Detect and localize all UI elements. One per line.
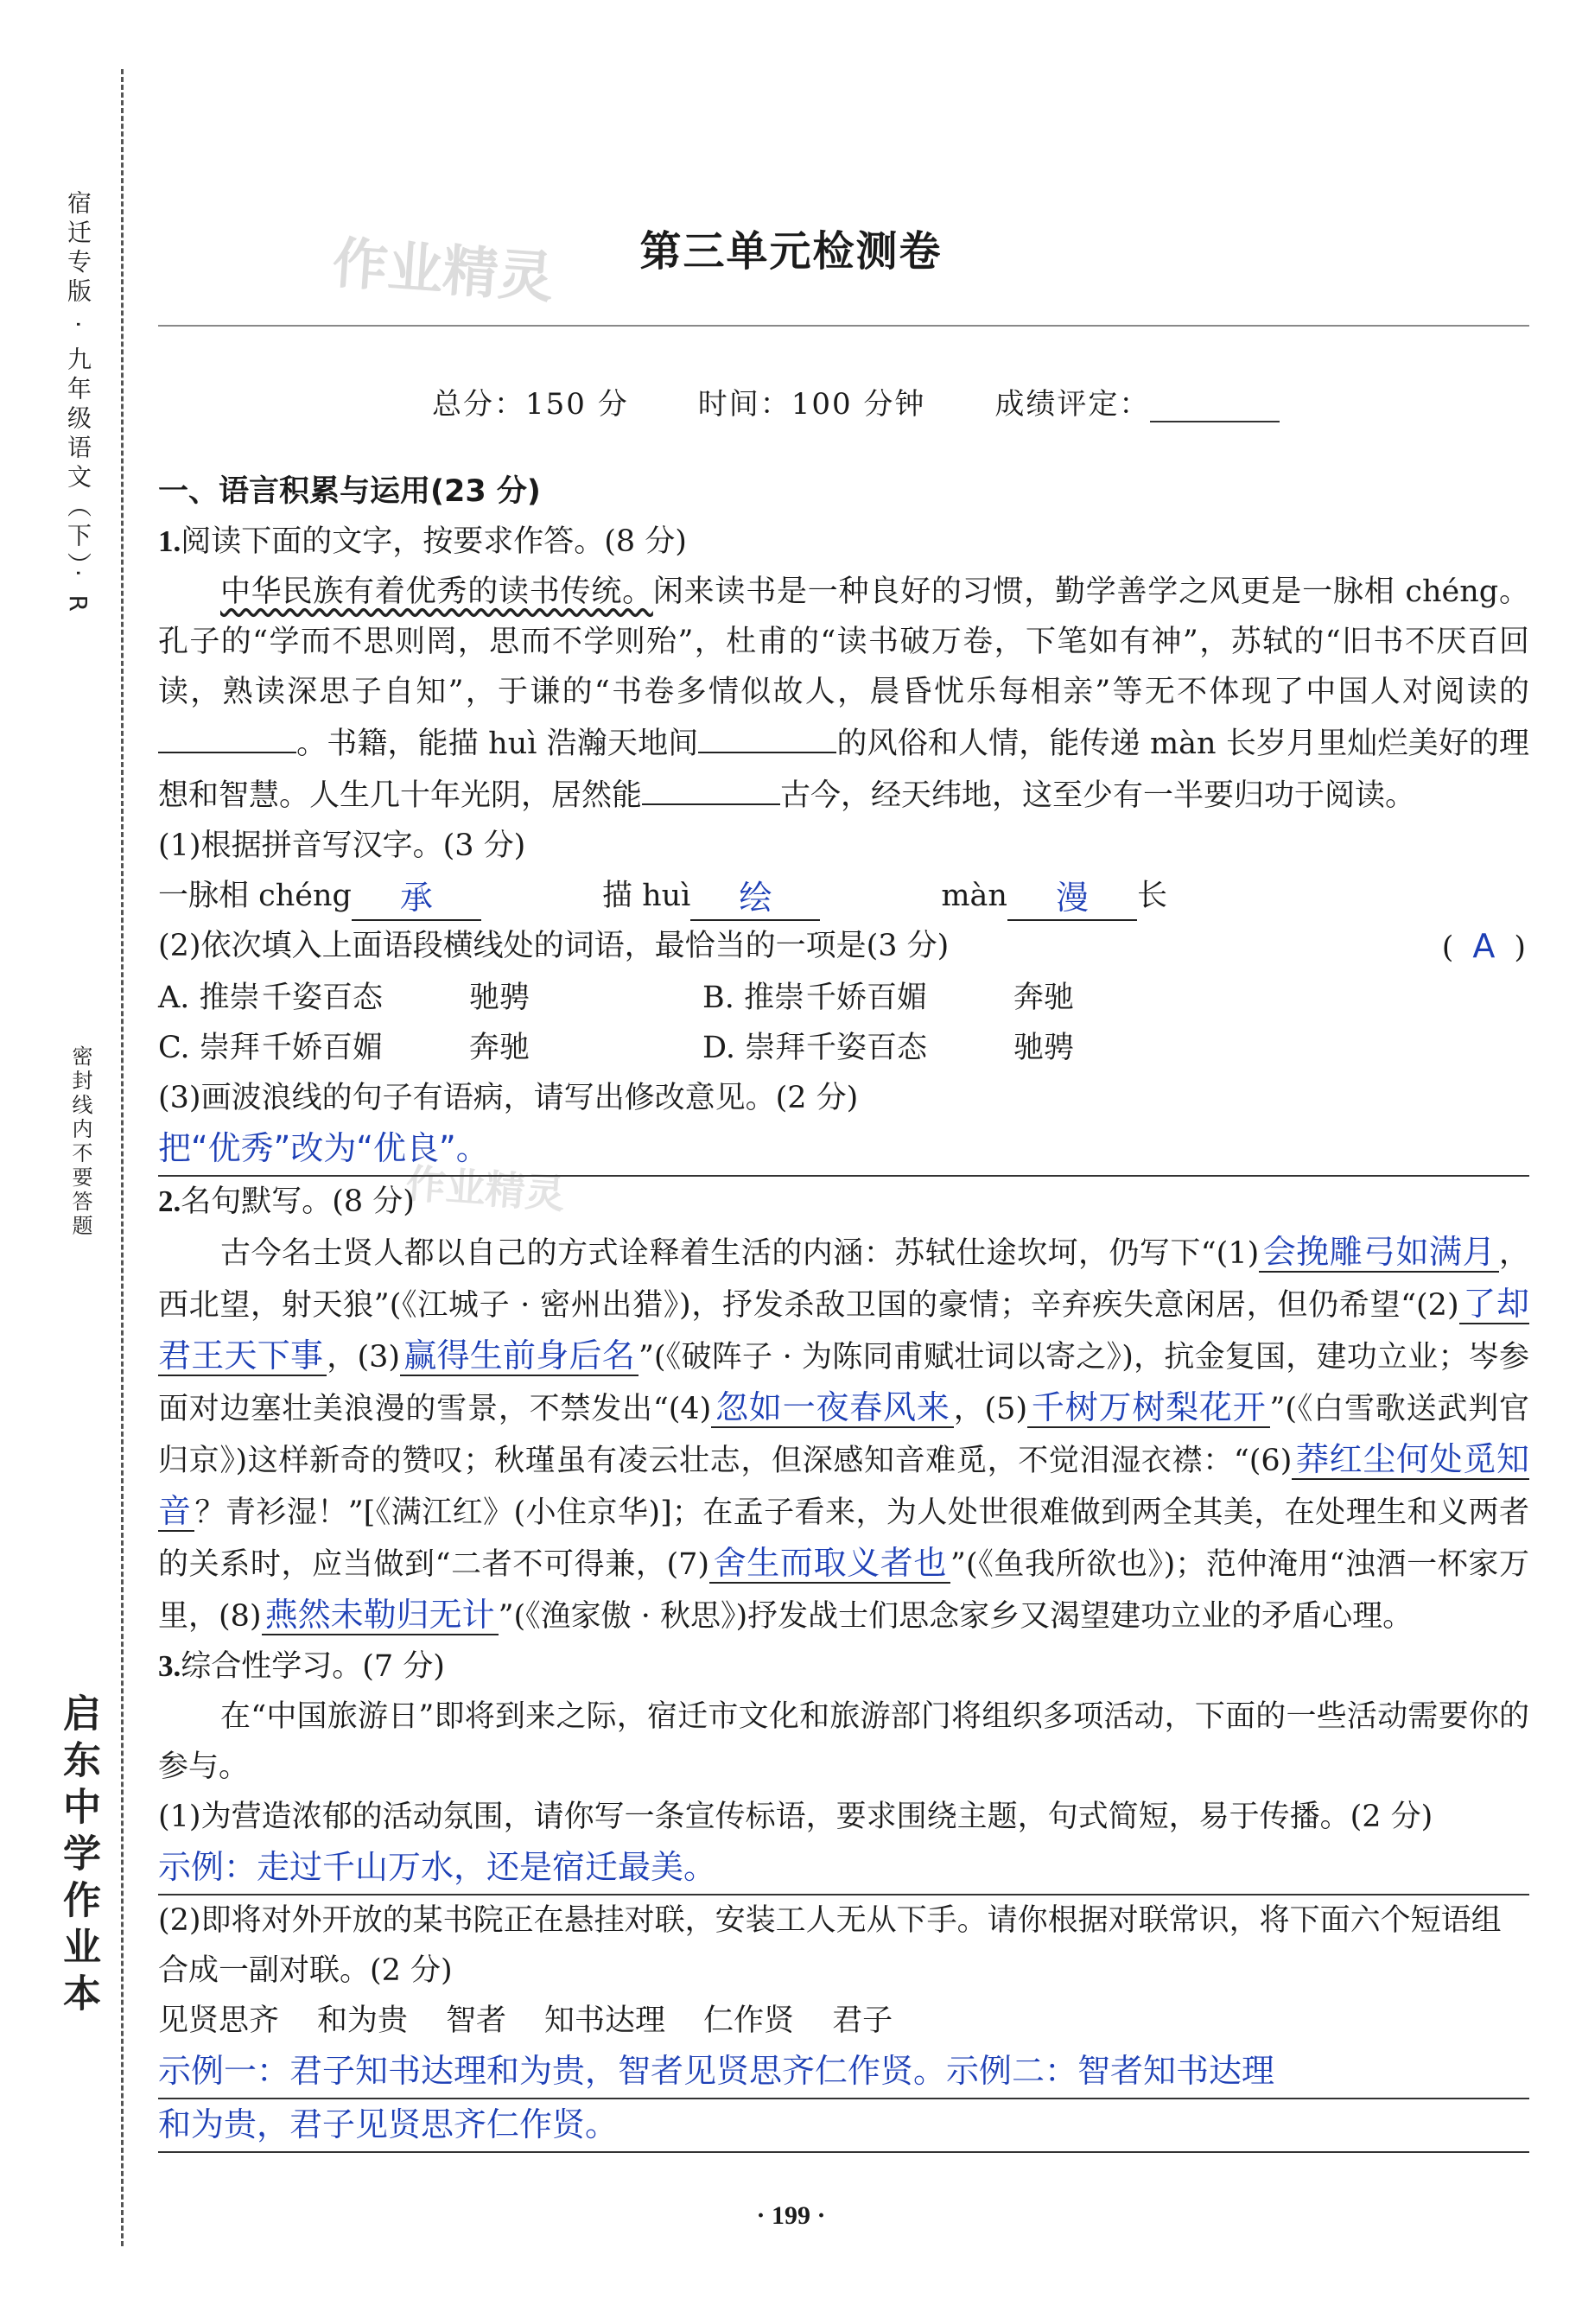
pinyin-answer-row <box>158 871 1529 921</box>
phrase-item: 见贤思齐 <box>158 2003 280 2038</box>
passage-text: 古今名士贤人都以自己的方式诠释着生活的内涵：苏轼仕途坎坷，仍写下“(1) <box>220 1236 1260 1271</box>
question-1-title <box>158 517 1529 567</box>
fill-answer-3[interactable]: 赢得生前身后名 <box>400 1337 639 1376</box>
section-heading: 一、语言积累与运用(23 分) <box>158 474 541 509</box>
passage-text: 古今，经天纬地，这至少有一半要归功于阅读。 <box>780 778 1416 813</box>
total-score: 总分：150 分 <box>432 387 629 422</box>
wavy-underlined-sentence: 中华民族有着优秀的读书传统。 <box>220 575 653 609</box>
pinyin-item <box>602 871 820 921</box>
option-text: 驰骋 <box>469 981 531 1015</box>
phrase-item: 君子 <box>832 2003 893 2038</box>
passage-text: ”(《白雪歌送武判官归京》)这样新奇的赞叹；秋瑾虽有凌云壮志，但深感知音难觅，不觉泪湿衣襟：“(6) <box>158 1392 1529 1478</box>
bracket-open: ( <box>1441 930 1458 965</box>
handwritten-answer: 示例：走过千山万水，还是宿迁最美。 <box>158 1848 717 1886</box>
question-number: 3. <box>158 1649 181 1683</box>
passage-text: 的风俗和人情，能传递 màn 长岁月里灿烂美好的理想和智慧。人生几十年光阴，居然能 <box>158 727 1529 813</box>
sub-question-1-1: (1)根据拼音写汉字。(3 分) <box>158 829 526 863</box>
page-title: 第三单元检测卷 <box>639 227 943 276</box>
passage-text: ？青衫湿！”[《满江红》(小住京华)]；在孟子看来，为人处世很难做到两全其美，在处理生和义两者的关系时，应当做到“二者不可得兼，(7) <box>158 1495 1529 1582</box>
option-text[interactable]: B. 推崇 <box>702 981 804 1015</box>
answer-line[interactable] <box>158 2046 1529 2099</box>
phrase-item: 和为贵 <box>317 2003 409 2038</box>
handwritten-answer: 把“优秀”改为“优良”。 <box>158 1129 489 1167</box>
sub-question-3-1: (1)为营造浓郁的活动氛围，请你写一条宣传标语，要求围绕主题，句式简短，易于传播。(2 分) <box>158 1800 1433 1834</box>
answer-line[interactable] <box>158 2099 1529 2153</box>
phrase-item: 仁作贤 <box>703 2003 795 2038</box>
question-2-title <box>158 1177 1529 1227</box>
fill-answer-5[interactable]: 千树万树梨花开 <box>1027 1388 1269 1428</box>
option-text[interactable]: A. 推崇 <box>158 981 260 1015</box>
side-publisher-label: 启东中学作业本 <box>56 1693 100 2020</box>
grade-label: 成绩评定： <box>994 387 1151 422</box>
header-divider <box>158 325 1529 327</box>
question-number: 1. <box>158 524 181 558</box>
option-text: 千娇百媚 <box>806 981 928 1015</box>
passage-text: ”(《鱼我所欲也》)；范仲淹用“浊酒一杯家万里，(8) <box>158 1547 1529 1634</box>
question-prompt: 综合性学习。(7 分) <box>181 1649 445 1684</box>
watermark-logo: 作业精灵 <box>330 232 556 311</box>
phrase-item: 智者 <box>446 2003 507 2038</box>
binding-dashed-line <box>121 69 124 2246</box>
side-edition-label: 宿迁专版 · 九年级语文（下）· R <box>64 190 92 617</box>
answer-bracket[interactable] <box>1442 921 1529 973</box>
exam-time: 时间：100 分钟 <box>697 387 926 422</box>
question-3-intro: 在“中国旅游日”即将到来之际，宿迁市文化和旅游部门将组织多项活动，下面的一些活动需要你的参与。 <box>158 1699 1529 1784</box>
option-text: 千姿百态 <box>262 981 384 1015</box>
grade-blank[interactable] <box>1150 386 1280 422</box>
pinyin-item <box>941 871 1167 921</box>
grade-field <box>994 380 1280 422</box>
pinyin-suffix: 长 <box>1136 879 1167 913</box>
passage-text: ”(《渔家傲 · 秋思》)抒发战士们思念家乡又渴望建功立业的矛盾心理。 <box>498 1599 1414 1634</box>
watermark-logo-faint: 作业精灵 <box>404 1159 567 1218</box>
question-2-passage <box>158 1227 1529 1641</box>
pinyin-label: 一脉相 chéng <box>158 879 352 913</box>
pinyin-answer[interactable]: 绘 <box>690 876 820 921</box>
phrase-list <box>158 1996 1529 2046</box>
passage-text: ”(《破阵子 · 为陈同甫赋壮词以寄之》)，抗金复国，建功立业；岑参面对边塞壮美浪漫的雪景，不禁发出“(4) <box>158 1340 1529 1426</box>
option-text: 驰骋 <box>1013 1031 1075 1065</box>
question-prompt: 阅读下面的文字，按要求作答。(8 分) <box>181 524 687 559</box>
fill-answer-8[interactable]: 燕然未勒归无计 <box>262 1596 499 1635</box>
pinyin-answer[interactable]: 承 <box>352 876 481 921</box>
choice-answer: A <box>1472 927 1499 965</box>
passage-text: ，西北望，射天狼”(《江城子 · 密州出猎》)，抒发杀敌卫国的豪情；辛弃疾失意闲居，但仍希望“(2) <box>158 1236 1529 1323</box>
worksheet-content <box>158 467 1529 2153</box>
answer-line[interactable] <box>158 1842 1529 1895</box>
sub-question-prompt: (2)依次填入上面语段横线处的词语，最恰当的一项是(3 分) <box>158 929 950 963</box>
exam-info-line <box>432 380 1280 422</box>
side-seal-warning: 密封线内不要答题 <box>68 1045 92 1239</box>
phrase-item: 知书达理 <box>544 2003 666 2038</box>
page-number: · 199 · <box>756 2201 826 2230</box>
answer-line[interactable] <box>158 1123 1529 1177</box>
fill-answer-2[interactable]: 了却君王天下事 <box>158 1285 1529 1375</box>
options-grid <box>158 973 1529 1073</box>
passage-blank-2[interactable] <box>698 717 836 753</box>
passage-text: 。书籍，能描 huì 浩瀚天地间 <box>296 727 699 761</box>
passage-text: 闲来读书是一种良好的习惯，勤学善学之风更是一脉相 chéng。孔子的“学而不思则罔，思而不学则殆”，杜甫的“读书破万卷，下笔如有神”，苏轼的“旧书不厌百回读，熟读深思子自知”，于谦的“书卷多情似故人，晨昏忧乐每相亲”等无不体现了中国人对阅读的 <box>158 575 1529 709</box>
pinyin-item <box>158 871 481 921</box>
question-3-title <box>158 1641 1529 1692</box>
question-number: 2. <box>158 1184 181 1218</box>
option-text: 千娇百媚 <box>262 1031 384 1065</box>
fill-answer-4[interactable]: 忽如一夜春风来 <box>711 1388 953 1428</box>
handwritten-answer: 和为贵，君子见贤思齐仁作贤。 <box>158 2105 619 2143</box>
fill-answer-1[interactable]: 会挽雕弓如满月 <box>1259 1233 1499 1273</box>
passage-text: ，(3) <box>327 1340 401 1375</box>
fill-answer-6[interactable]: 莽红尘何处觅知音 <box>158 1440 1529 1530</box>
handwritten-answer: 示例一：君子知书达理和为贵，智者见贤思齐仁作贤。示例二：智者知书达理 <box>158 2052 1275 2090</box>
question-1-passage <box>158 567 1529 821</box>
pinyin-answer[interactable]: 漫 <box>1007 876 1137 921</box>
bracket-close: ) <box>1514 930 1529 965</box>
pinyin-label: màn <box>941 879 1007 913</box>
passage-blank-1[interactable] <box>158 717 296 753</box>
passage-text: ，(5) <box>953 1392 1028 1426</box>
sub-question-1-2 <box>158 921 1529 973</box>
option-text: 奔驰 <box>1013 981 1075 1015</box>
option-text: 奔驰 <box>469 1031 531 1065</box>
sub-question-1-3: (3)画波浪线的句子有语病，请写出修改意见。(2 分) <box>158 1081 859 1115</box>
option-text[interactable]: D. 崇拜 <box>702 1031 806 1065</box>
fill-answer-7[interactable]: 舍生而取义者也 <box>709 1544 950 1584</box>
passage-blank-3[interactable] <box>642 769 780 805</box>
sub-question-3-2: (2)即将对外开放的某书院正在悬挂对联，安装工人无从下手。请你根据对联常识，将下面六个短语组合成一副对联。(2 分) <box>158 1903 1502 1988</box>
option-text[interactable]: C. 崇拜 <box>158 1031 260 1065</box>
pinyin-label: 描 huì <box>601 879 691 913</box>
question-prompt: 名句默写。(8 分) <box>181 1184 415 1219</box>
option-text: 千姿百态 <box>806 1031 928 1065</box>
